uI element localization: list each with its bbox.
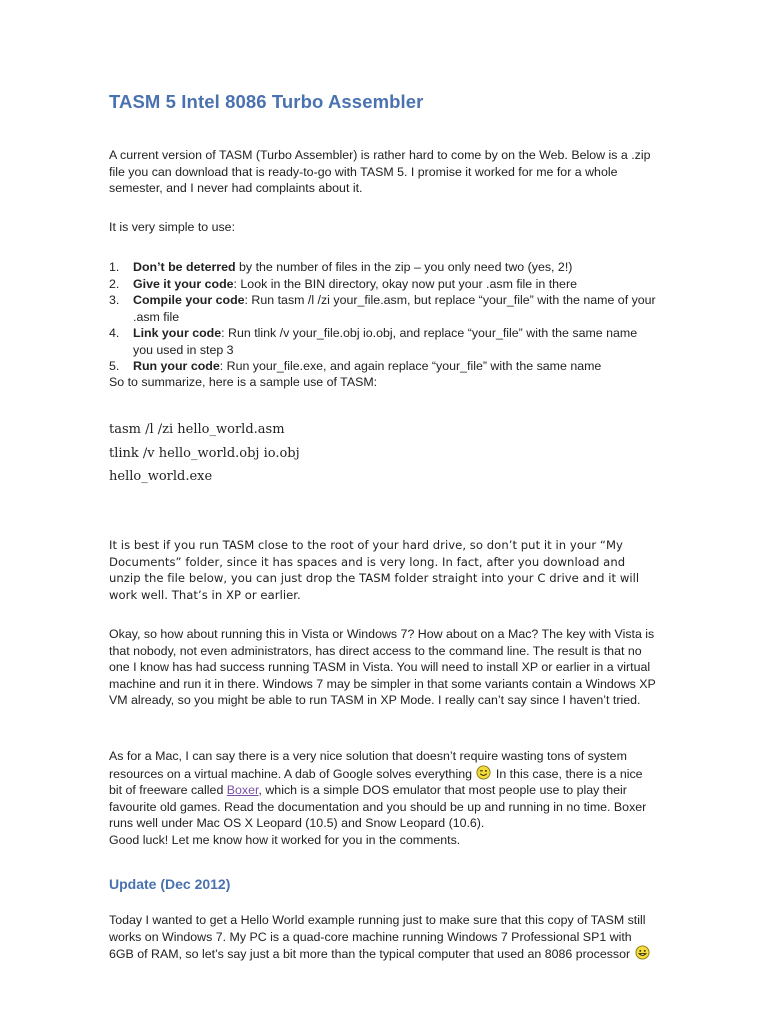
good-luck-line: Good luck! Let me know how it worked for you in the comments. — [109, 832, 461, 847]
update-text: Today I wanted to get a Hello World example running just to make sure that this copy of TASM still works on Windows 7. My PC is a quad-core machine running Windows 7 Professional SP1 with 6GB of RAM, so let’s say just a bit more than the typical computer that used an 8086 processor — [109, 913, 646, 961]
smiley-wink-icon — [476, 765, 491, 780]
mac-paragraph — [109, 748, 659, 848]
code-line: tlink /v hello_world.obj io.obj — [109, 445, 300, 461]
step-number: 3. — [109, 293, 120, 307]
step-title: Compile your code — [133, 293, 245, 307]
simple-to-use-line: It is very simple to use: — [109, 220, 236, 234]
steps-list — [109, 259, 659, 375]
step-text: : Run your_file.exe, and again replace “your_file” with the same name — [219, 359, 602, 373]
step-title: Don’t be deterred — [133, 260, 236, 274]
update-paragraph — [109, 912, 659, 963]
step-text: : Run tlink /v your_file.obj io.obj, and replace “your_file” with the same name you used in step 3 — [133, 326, 638, 357]
step-number: 5. — [109, 359, 120, 373]
mac-text-3: , which is a simple DOS emulator that most people use to play their favourite old games. Read the documentation and you should be up and running in no time. Boxer runs well under Mac OS X Leopard (10.5) and Snow Leopard (10.6). — [109, 783, 647, 830]
update-heading: Update (Dec 2012) — [109, 876, 231, 892]
code-line: tasm /l /zi hello_world.asm — [109, 422, 285, 437]
smiley-grin-icon — [635, 945, 650, 960]
list-item — [109, 325, 659, 358]
step-title: Link your code — [133, 326, 222, 340]
step-number: 1. — [109, 260, 120, 274]
vista-paragraph: Okay, so how about running this in Vista or Windows 7? How about on a Mac? The key with Vista is that nobody, not even administrators, has direct access to the command line. The result is that no one I know has had success running TASM in Vista. You will need to install XP or earlier in a virtual machine and run it in there. Windows 7 may be simpler in that some variants contain a Windows XP VM already, so you might be able to run TASM in XP Mode. I really can’t say since I haven’t tried. — [109, 627, 656, 707]
list-item — [109, 276, 659, 293]
list-item — [109, 259, 659, 276]
intro-paragraph: A current version of TASM (Turbo Assembler) is rather hard to come by on the Web. Below is a .zip file you can download that is ready-to-go with TASM 5. I promise it worked for me for a whole semester, and I never had complaints about it. — [109, 148, 651, 195]
step-title: Run your code — [133, 359, 220, 373]
page-title: TASM 5 Intel 8086 Turbo Assembler — [109, 91, 424, 112]
list-item — [109, 292, 659, 325]
step-title: Give it your code — [133, 276, 234, 291]
step-text: : Look in the BIN directory, okay now put your .asm file in there — [233, 276, 577, 291]
root-drive-paragraph: It is best if you run TASM close to the root of your hard drive, so don’t put it in your “My Documents” folder, since it has spaces and is very long. In fact, after you download and unzip the file below, you can just drop the TASM folder straight into your C drive and it will work well. That’s in XP or earlier. — [109, 538, 640, 602]
step-number: 2. — [109, 276, 120, 291]
list-item — [109, 358, 659, 375]
summary-line: So to summarize, here is a sample use of TASM: — [109, 375, 378, 389]
step-text: by the number of files in the zip – you only need two (yes, 2!) — [235, 260, 573, 274]
boxer-link[interactable]: Boxer — [226, 783, 259, 797]
mac-text-2: In this case, there is a nice bit of freeware called — [109, 766, 643, 797]
mac-text-1: As for a Mac, I can say there is a very nice solution that doesn’t require wasting tons of system resources on a virtual machine. A dab of Google solves everything — [109, 749, 627, 781]
step-text: : Run tasm /l /zi your_file.asm, but replace “your_file” with the name of your .asm file — [133, 293, 656, 324]
code-line: hello_world.exe — [109, 469, 213, 484]
code-sample — [109, 418, 300, 489]
step-number: 4. — [109, 326, 120, 340]
